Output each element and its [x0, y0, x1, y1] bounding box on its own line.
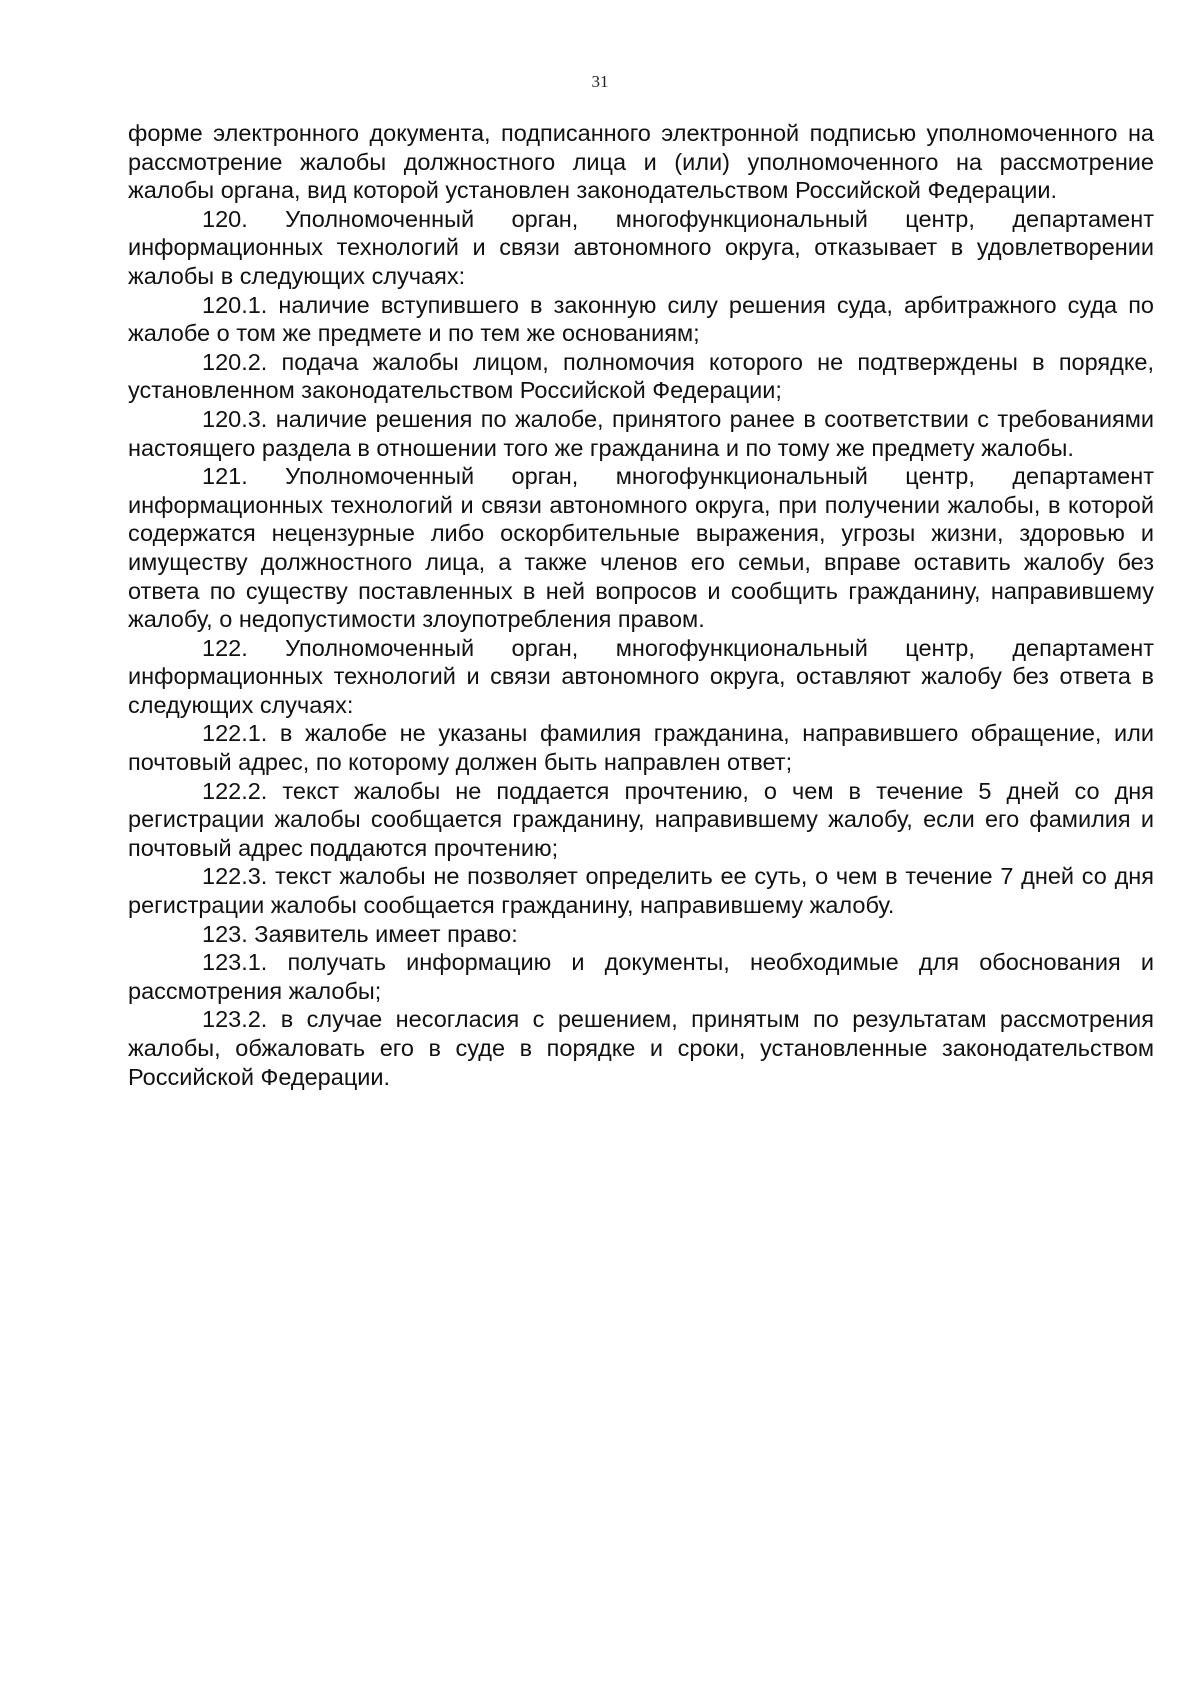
paragraph: 120. Уполномоченный орган, многофункциональный центр, департамент информационных технологий и связи автономного округа, отказывает в удовлетворении жалобы в следующих случаях:	[128, 205, 1154, 289]
page-number: 31	[591, 72, 609, 91]
paragraph: 123. Заявитель имеет право:	[202, 920, 518, 947]
paragraph: 120.3. наличие решения по жалобе, принятого ранее в соответствии с требованиями настоящего раздела в отношении того же гражданина и по тому же предмету жалобы.	[128, 405, 1154, 461]
document-body	[128, 119, 1154, 1091]
paragraph: 120.2. подача жалобы лицом, полномочия которого не подтверждены в порядке, установленном законодательством Российской Федерации;	[128, 348, 1154, 404]
paragraph: 122. Уполномоченный орган, многофункциональный центр, департамент информационных технологий и связи автономного округа, оставляют жалобу без ответа в следующих случаях:	[128, 634, 1154, 718]
paragraph: 120.1. наличие вступившего в законную силу решения суда, арбитражного суда по жалобе о том же предмете и по тем же основаниям;	[128, 291, 1154, 347]
paragraph: 122.1. в жалобе не указаны фамилия гражданина, направившего обращение, или почтовый адрес, по которому должен быть направлен ответ;	[128, 720, 1154, 776]
paragraph: 123.1. получать информацию и документы, необходимые для обоснования и рассмотрения жалобы;	[128, 949, 1154, 1004]
paragraph: 122.3. текст жалобы не позволяет определить ее суть, о чем в течение 7 дней со дня регистрации жалобы сообщается гражданину, направившему жалобу.	[128, 863, 1154, 919]
paragraph: 122.2. текст жалобы не поддается прочтению, о чем в течение 5 дней со дня регистрации жалобы сообщается гражданину, направившему жалобу, если его фамилия и почтовый адрес поддаются прочтению;	[128, 777, 1154, 861]
paragraph: 123.2. в случае несогласия с решением, принятым по результатам рассмотрения жалобы, обжаловать его в суде в порядке и сроки, установленные законодательством Российской Федерации.	[128, 1006, 1154, 1090]
paragraph: 121. Уполномоченный орган, многофункциональный центр, департамент информационных технологий и связи автономного округа, при получении жалобы, в которой содержатся нецензурные либо оскорбительные выражения, угрозы жизни, здоровью и имуществу должностного лица, а также членов его семьи, вправе оставить жалобу без ответа по существу поставленных в ней вопросов и сообщить гражданину, направившему жалобу, о недопустимости злоупотребления правом.	[128, 463, 1154, 633]
paragraph: форме электронного документа, подписанного электронной подписью уполномоченного на рассмотрение жалобы должностного лица и (или) уполномоченного на рассмотрение жалобы органа, вид которой установлен законодательством Российской Федерации.	[128, 120, 1154, 204]
